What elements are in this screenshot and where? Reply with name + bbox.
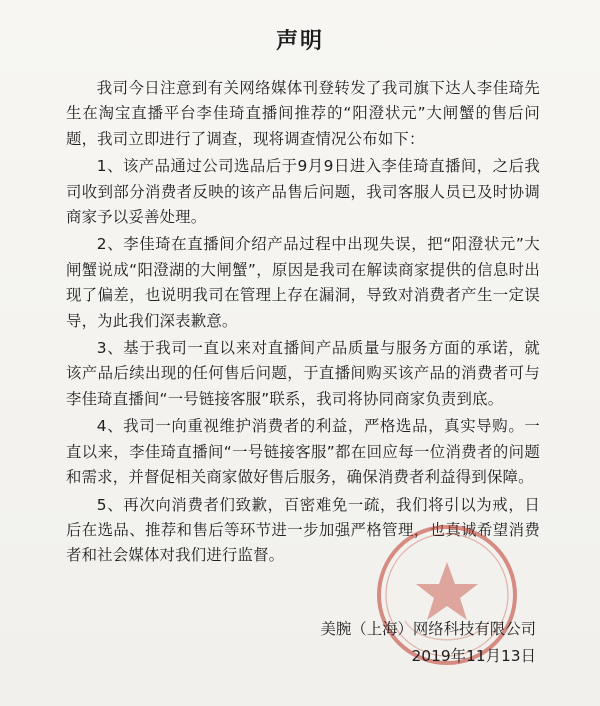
company-name: 美腕（上海）网络科技有限公司: [320, 620, 536, 638]
paragraph-4: 4、我司一向重视维护消费者的利益，严格选品，真实导购。一直以来，李佳琦直播间“一号链接客服”都在回应每一位消费者的问题和需求，并督促相关商家做好售后服务，确保消费者利益得到保障。: [66, 417, 540, 487]
page-title: 声明: [275, 29, 324, 54]
statement-date: 2019年11月13日: [411, 647, 536, 665]
paragraph-5: 5、再次向消费者们致歉，百密难免一疏，我们将引以为戒，日后在选品、推荐和售后等环节进一步加强严格管理，也真诚希望消费者和社会媒体对我们进行监督。: [66, 495, 540, 565]
paragraph-1: 1、该产品通过公司选品后于9月9日进入李佳琦直播间，之后我司收到部分消费者反映的该产品售后问题，我司客服人员已及时协调商家予以妥善处理。: [66, 157, 540, 227]
paragraph-3: 3、基于我司一直以来对直播间产品质量与服务方面的承诺，就该产品后续出现的任何售后问题，于直播间购买该产品的消费者可与李佳琦直播间“一号链接客服”联系，我司将协同商家负责到底。: [66, 339, 540, 408]
paragraph-2: 2、李佳琦在直播间介绍产品过程中出现失误，把“阳澄状元”大闸蟹说成“阳澄湖的大闸蟹”，原因是我司在解读商家提供的信息时出现了偏差，也说明我司在管理上存在漏洞，导致对消费者产生一定误导，为此我们深表歉意。: [66, 235, 540, 330]
paragraph-intro: 我司今日注意到有关网络媒体刊登转发了我司旗下达人李佳琦先生在淘宝直播平台李佳琦直播间推荐的“阳澄状元”大闸蟹的售后问题，我司立即进行了调查，现将调查情况公布如下：: [66, 79, 540, 148]
statement-body: [66, 76, 540, 571]
